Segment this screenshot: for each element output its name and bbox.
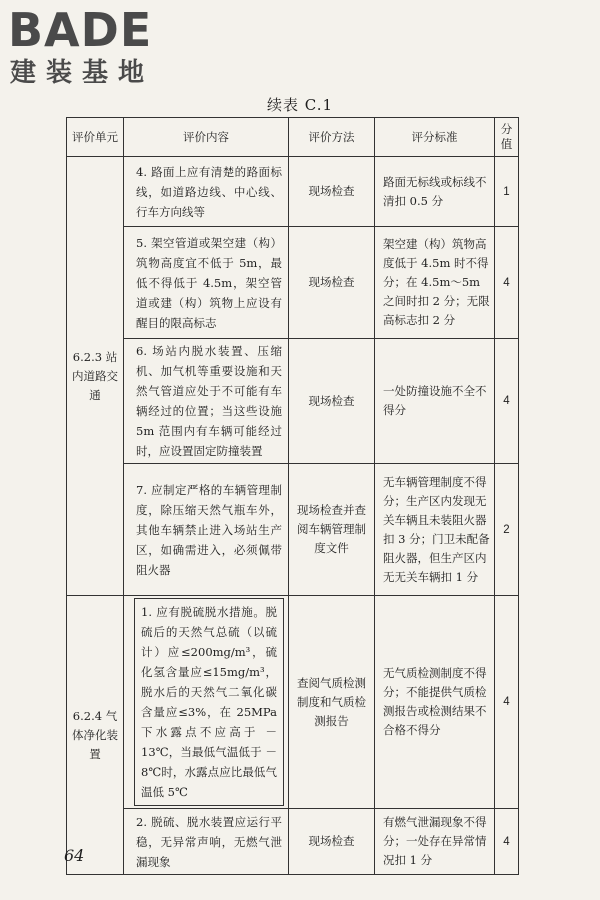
method-cell: 现场检查: [289, 227, 375, 339]
standard-cell: 无车辆管理制度不得分；生产区内发现无关车辆且未装阻火器扣 3 分；门卫未配备阻火器，但生产区内无无关车辆扣 1 分: [375, 464, 495, 596]
standard-cell: 一处防撞设施不全不得分: [375, 339, 495, 464]
header-score: 分值: [495, 118, 519, 157]
score-cell: 4: [495, 596, 519, 809]
page-number: 64: [64, 846, 85, 865]
table-row: [67, 157, 519, 227]
header-standard: 评分标准: [375, 118, 495, 157]
method-cell: 现场检查并查阅车辆管理制度文件: [289, 464, 375, 596]
method-cell: 现场检查: [289, 157, 375, 227]
table-header-row: [67, 118, 519, 157]
method-cell: 查阅气质检测制度和气质检测报告: [289, 596, 375, 809]
standard-cell: 架空建（构）筑物高度低于 4.5m 时不得分；在 4.5m～5m 之间时扣 2 分；无限高标志扣 2 分: [375, 227, 495, 339]
evaluation-table: [66, 117, 519, 875]
score-cell: 1: [495, 157, 519, 227]
method-cell: 现场检查: [289, 339, 375, 464]
table-row: [67, 227, 519, 339]
content-cell: 4. 路面上应有清楚的路面标线，如道路边线、中心线、行车方向线等: [124, 157, 289, 227]
score-cell: 2: [495, 464, 519, 596]
standard-cell: 无气质检测制度不得分；不能提供气质检测报告或检测结果不合格不得分: [375, 596, 495, 809]
table-row: [67, 464, 519, 596]
logo: [8, 4, 208, 90]
method-cell: 现场检查: [289, 809, 375, 875]
header-method: 评价方法: [289, 118, 375, 157]
logo-subtitle: 建装基地: [10, 58, 155, 88]
standard-cell: 路面无标线或标线不清扣 0.5 分: [375, 157, 495, 227]
content-cell: 6. 场站内脱水装置、压缩机、加气机等重要设施和天然气管道应处于不可能有车辆经过的位置；当这些设施 5m 范围内有车辆可能经过时，应设置固定防撞装置: [124, 339, 289, 464]
score-cell: 4: [495, 339, 519, 464]
score-cell: 4: [495, 227, 519, 339]
table-row: [67, 596, 519, 809]
table-row: [67, 809, 519, 875]
header-unit: 评价单元: [67, 118, 124, 157]
content-cell: 7. 应制定严格的车辆管理制度，除压缩天然气瓶车外，其他车辆禁止进入场站生产区，如确需进入，必须佩带阻火器: [124, 464, 289, 596]
score-cell: 4: [495, 809, 519, 875]
table-title: 续表 C.1: [266, 96, 334, 114]
content-cell: 5. 架空管道或架空建（构）筑物高度宜不低于 5m，最低不得低于 4.5m，架空管道或建（构）筑物上应设有醒目的限高标志: [124, 227, 289, 339]
logo-brand: BADE: [8, 3, 153, 57]
unit-cell: 6.2.3 站内道路交通: [67, 157, 124, 596]
content-cell: 2. 脱硫、脱水装置应运行平稳，无异常声响，无燃气泄漏现象: [124, 809, 289, 875]
standard-cell: 有燃气泄漏现象不得分；一处存在异常情况扣 1 分: [375, 809, 495, 875]
table-row: [67, 339, 519, 464]
highlighted-requirement-box: 1. 应有脱硫脱水措施。脱硫后的天然气总硫（以硫计）应≤200mg/m³，硫化氢含量应≤15mg/m³，脱水后的天然气二氧化碳含量应≤3%，在 25MPa 下水露点不应高于 －13℃，当最低气温低于 －8℃时，水露点应比最低气温低 5℃: [134, 598, 284, 806]
content-cell: [124, 596, 289, 809]
header-content: 评价内容: [124, 118, 289, 157]
unit-cell: 6.2.4 气体净化装置: [67, 596, 124, 875]
